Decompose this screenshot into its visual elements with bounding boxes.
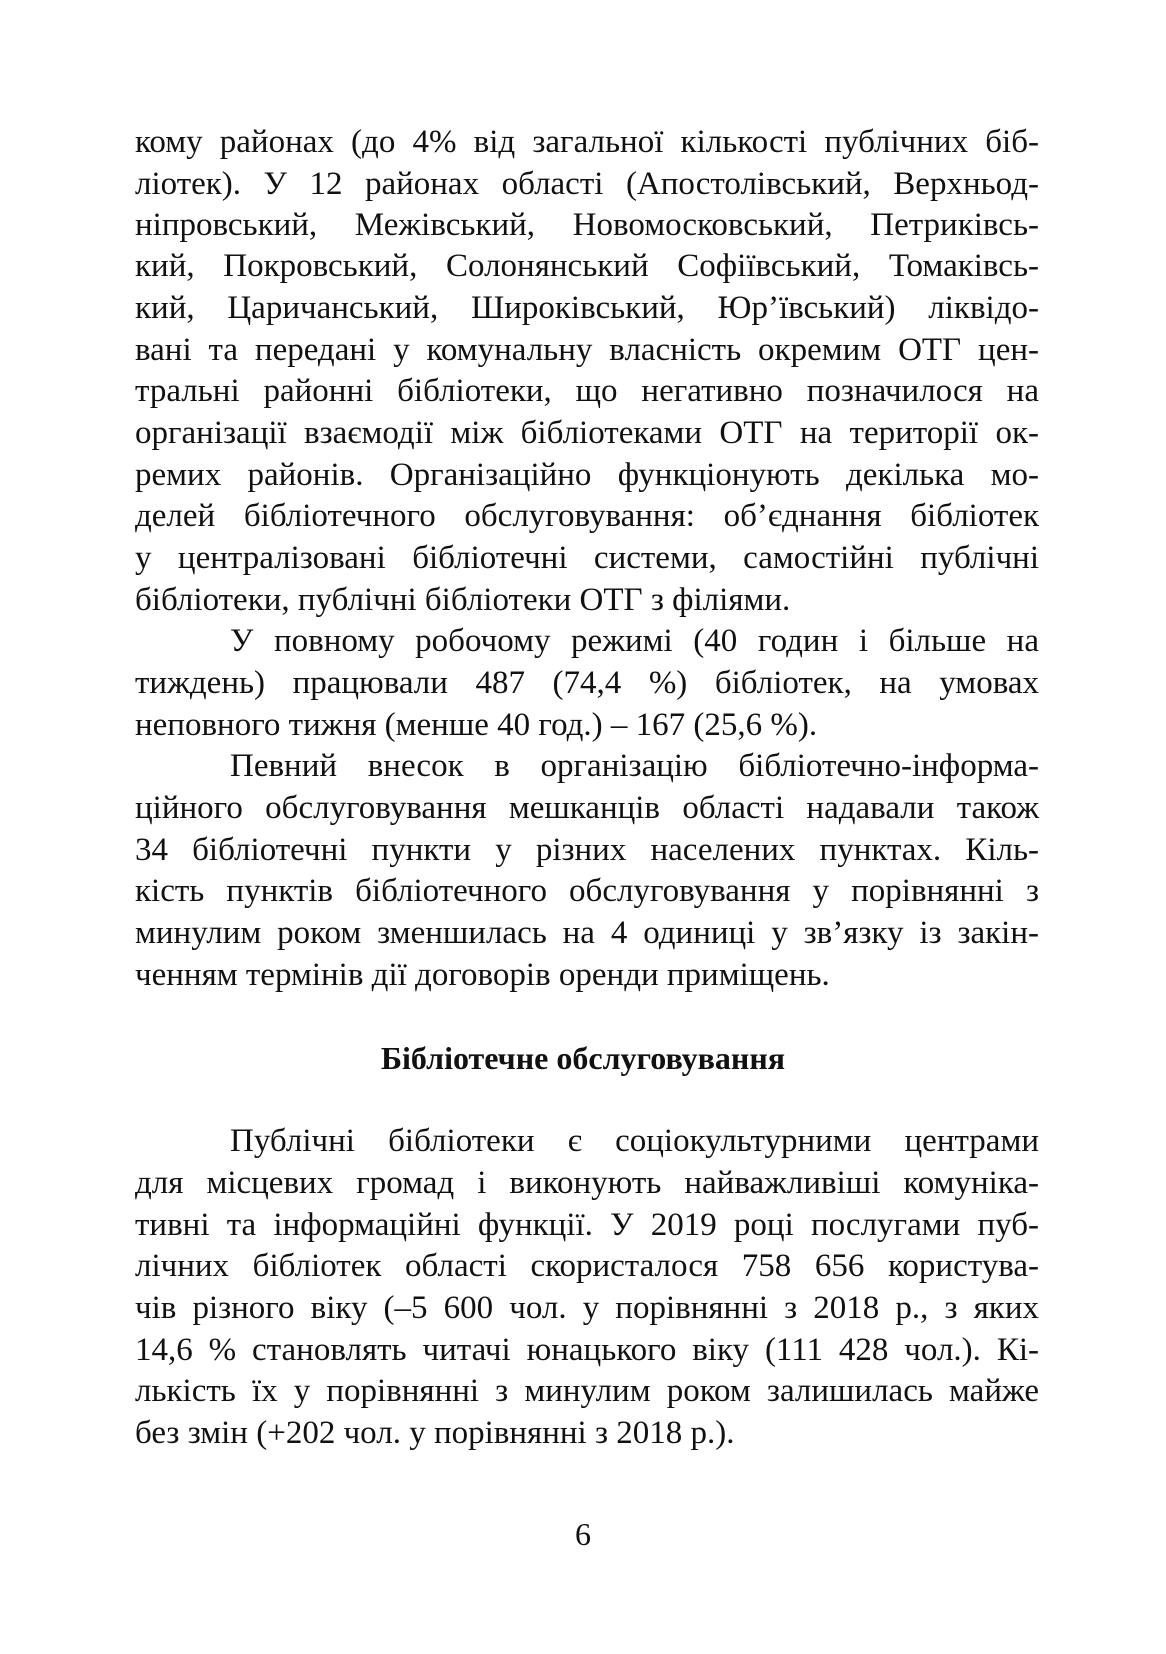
text-line: Публічні бібліотеки є соціокультурними центрами [230,1123,1039,1159]
text-line: неповного тижня (менше 40 год.) – 167 (25,6 %). [135,707,818,743]
text-line: минулим роком зменшилась на 4 одиниці у зв’язку із закін- [135,915,1039,951]
text-line: у централізовані бібліотечні системи, самостійні публічні [135,540,1039,576]
section-heading: Бібліотечне обслуговування [380,1040,786,1076]
text-line: тральні районні бібліотеки, що негативно позначилося на [135,373,1039,409]
text-line: без змін (+202 чол. у порівнянні з 2018 р.). [135,1415,735,1451]
text-line: ченням термінів дії договорів оренди приміщень. [135,957,830,993]
page-number: 6 [575,1516,591,1552]
text-line: кий, Царичанський, Широківський, Юр’ївський) ліквідо- [135,290,1039,326]
text-line: тивні та інформаційні функції. У 2019 році послугами пуб- [135,1207,1039,1243]
text-line: вані та передані у комунальну власність окремим ОТГ цен- [135,332,1039,368]
text-line: для місцевих громад і виконують найважливіші комуніка- [135,1165,1039,1201]
text-line: кість пунктів бібліотечного обслуговування у порівнянні з [135,873,1039,909]
text-line: бібліотеки, публічні бібліотеки ОТГ з філіями. [135,582,791,618]
text-line: кому районах (до 4% від загальної кількості публічних біб- [135,124,1039,160]
text-line: кий, Покровський, Солонянський Софіївський, Томаківсь- [135,248,1039,284]
text-line: 34 бібліотечні пункти у різних населених пунктах. Кіль- [135,832,1039,868]
text-line: ліотек). У 12 районах області (Апостолівський, Верхньод- [135,166,1039,202]
text-line: тиждень) працювали 487 (74,4 %) бібліотек, на умовах [135,665,1039,701]
text-line: ремих районів. Організаційно функціонують декілька мо- [135,457,1039,493]
text-line: У повному робочому режимі (40 годин і більше на [230,623,1039,659]
text-line: делей бібліотечного обслуговування: об’єднання бібліотек [135,498,1039,534]
text-line: організації взаємодії між бібліотеками ОТГ на території ок- [135,415,1039,451]
text-line: ційного обслуговування мешканців області надавали також [135,790,1039,826]
text-line: лічних бібліотек області скористалося 758 656 користува- [135,1248,1039,1284]
text-line: ніпровський, Межівський, Новомосковський, Петриківсь- [135,207,1039,243]
text-line: Певний внесок в організацію бібліотечно-інформа- [230,748,1039,784]
text-line: лькість їх у порівнянні з минулим роком залишилась майже [135,1373,1039,1409]
text-line: чів різного віку (–5 600 чол. у порівнянні з 2018 р., з яких [135,1290,1039,1326]
text-line: 14,6 % становлять читачі юнацького віку (111 428 чол.). Кі- [135,1332,1039,1368]
